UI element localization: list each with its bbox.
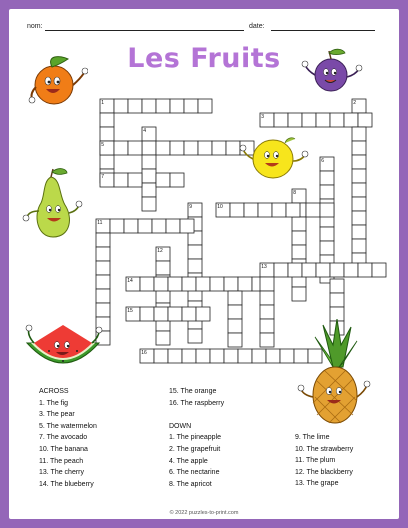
date-label: date: xyxy=(249,23,265,30)
clue-number: 6 xyxy=(321,158,324,165)
grid-cell[interactable] xyxy=(224,277,238,291)
grid-cell[interactable] xyxy=(352,169,366,183)
grid-cell[interactable] xyxy=(244,203,258,217)
grid-cell[interactable] xyxy=(154,277,168,291)
grid-cell[interactable] xyxy=(260,319,274,333)
grid-cell[interactable] xyxy=(320,203,334,217)
clue-across: 16. The raspberry xyxy=(169,399,225,407)
grid-cell[interactable] xyxy=(320,185,334,199)
grid-cell[interactable] xyxy=(358,113,372,127)
grid-cell[interactable] xyxy=(260,277,274,291)
grid-cell[interactable] xyxy=(142,99,156,113)
grid-cell[interactable] xyxy=(114,99,128,113)
grid-cell[interactable] xyxy=(154,307,168,321)
grid-cell[interactable] xyxy=(330,263,344,277)
clues-across-continued xyxy=(169,386,224,490)
clue-across: 5. The watermelon xyxy=(39,422,97,430)
grid-cell[interactable] xyxy=(344,113,358,127)
grid-cell[interactable] xyxy=(372,263,386,277)
grid-cell[interactable] xyxy=(188,245,202,259)
grid-cell[interactable] xyxy=(184,99,198,113)
grid-cell[interactable] xyxy=(266,349,280,363)
pineapple-icon xyxy=(293,319,373,429)
grid-cell[interactable] xyxy=(330,293,344,307)
grid-cell[interactable] xyxy=(182,277,196,291)
clue-down: 2. The grapefruit xyxy=(169,445,221,453)
grid-cell[interactable] xyxy=(230,203,244,217)
grid-cell[interactable] xyxy=(156,141,170,155)
plum-icon xyxy=(299,45,365,97)
grid-cell[interactable] xyxy=(196,349,210,363)
grid-cell[interactable] xyxy=(238,277,252,291)
clues-across xyxy=(39,386,97,490)
grid-cell[interactable] xyxy=(320,171,334,185)
grid-cell[interactable] xyxy=(198,99,212,113)
clue-number: 15 xyxy=(127,308,133,315)
across-heading: ACROSS xyxy=(39,388,69,395)
grid-cell[interactable] xyxy=(224,349,238,363)
clue-number: 14 xyxy=(127,278,133,285)
grid-cell[interactable] xyxy=(316,263,330,277)
grid-cell[interactable] xyxy=(344,263,358,277)
grid-cell[interactable] xyxy=(292,245,306,259)
grid-cell[interactable] xyxy=(142,141,156,155)
clue-down: 13. The grape xyxy=(295,480,339,488)
clue-number: 16 xyxy=(141,350,147,357)
grid-cell[interactable] xyxy=(238,349,252,363)
grid-cell[interactable] xyxy=(210,277,224,291)
grid-cell[interactable] xyxy=(184,141,198,155)
grid-cell[interactable] xyxy=(96,303,110,317)
orange-icon xyxy=(24,49,88,111)
grid-cell[interactable] xyxy=(198,141,212,155)
pear-icon xyxy=(19,167,85,243)
spacer xyxy=(169,409,224,421)
grid-cell[interactable] xyxy=(96,275,110,289)
grid-cell[interactable] xyxy=(100,155,114,169)
grid-cell[interactable] xyxy=(272,203,286,217)
grid-cell[interactable] xyxy=(168,277,182,291)
grid-cell[interactable] xyxy=(142,183,156,197)
grid-cell[interactable] xyxy=(138,219,152,233)
grid-cell[interactable] xyxy=(128,173,142,187)
grid-cell[interactable] xyxy=(182,349,196,363)
clue-across: 13. The cherry xyxy=(39,469,85,477)
grid-cell[interactable] xyxy=(292,231,306,245)
clue-number: 9 xyxy=(189,204,192,211)
clue-across: 15. The orange xyxy=(169,388,217,395)
down-heading: DOWN xyxy=(169,422,192,430)
grid-cell[interactable] xyxy=(100,113,114,127)
grid-cell[interactable] xyxy=(288,263,302,277)
grid-cell[interactable] xyxy=(128,141,142,155)
clue-across: 7. The avocado xyxy=(39,434,88,442)
grid-cell[interactable] xyxy=(96,261,110,275)
grid-cell[interactable] xyxy=(96,247,110,261)
grid-cell[interactable] xyxy=(352,239,366,253)
name-label: nom: xyxy=(27,23,43,30)
grid-cell[interactable] xyxy=(152,219,166,233)
clue-across: 14. The blueberry xyxy=(39,480,94,488)
grid-cell[interactable] xyxy=(156,261,170,275)
grid-cell[interactable] xyxy=(352,141,366,155)
grid-cell[interactable] xyxy=(228,291,242,305)
clue-number: 3 xyxy=(261,114,264,121)
grid-cell[interactable] xyxy=(260,291,274,305)
clue-number: 12 xyxy=(157,248,163,255)
grid-cell[interactable] xyxy=(352,211,366,225)
grid-cell[interactable] xyxy=(140,277,154,291)
grid-cell[interactable] xyxy=(352,183,366,197)
grid-cell[interactable] xyxy=(212,141,226,155)
grid-cell[interactable] xyxy=(154,349,168,363)
grid-cell[interactable] xyxy=(260,305,274,319)
clues-down-column-2 xyxy=(295,432,353,490)
clue-number: 11 xyxy=(97,220,103,227)
grid-cell[interactable] xyxy=(292,217,306,231)
grid-cell[interactable] xyxy=(302,263,316,277)
grid-cell[interactable] xyxy=(252,349,266,363)
grid-cell[interactable] xyxy=(352,127,366,141)
grid-cell[interactable] xyxy=(170,173,184,187)
grid-cell[interactable] xyxy=(320,227,334,241)
clue-down: 12. The blackberry xyxy=(295,468,353,476)
grid-cell[interactable] xyxy=(156,173,170,187)
clue-across: 1. The fig xyxy=(39,399,69,407)
grid-cell[interactable] xyxy=(156,99,170,113)
grid-cell[interactable] xyxy=(330,113,344,127)
clue-number: 5 xyxy=(101,142,104,149)
grid-cell[interactable] xyxy=(188,259,202,273)
clue-down: 4. The apple xyxy=(169,457,208,465)
grid-cell[interactable] xyxy=(292,287,306,301)
grid-cell[interactable] xyxy=(166,219,180,233)
grid-cell[interactable] xyxy=(196,277,210,291)
grid-cell[interactable] xyxy=(258,203,272,217)
grid-cell[interactable] xyxy=(286,203,300,217)
grid-cell[interactable] xyxy=(110,219,124,233)
grid-cell[interactable] xyxy=(228,319,242,333)
clue-across: 3. The pear xyxy=(39,411,75,419)
footer-credit: © 2022 puzzles-to-print.com xyxy=(169,510,239,516)
grid-cell[interactable] xyxy=(306,203,320,217)
grid-cell[interactable] xyxy=(114,141,128,155)
grid-cell[interactable] xyxy=(210,349,224,363)
grid-cell[interactable] xyxy=(170,141,184,155)
worksheet xyxy=(9,9,399,519)
grid-cell[interactable] xyxy=(316,113,330,127)
clue-down: 11. The plum xyxy=(295,457,336,465)
grid-cell[interactable] xyxy=(100,127,114,141)
grid-cell[interactable] xyxy=(320,241,334,255)
grid-cell[interactable] xyxy=(358,263,372,277)
grid-cell[interactable] xyxy=(142,169,156,183)
clue-number: 13 xyxy=(261,264,267,271)
grid-cell[interactable] xyxy=(168,307,182,321)
grid-cell[interactable] xyxy=(128,99,142,113)
clue-down: 8. The apricot xyxy=(169,480,212,488)
grid-cell[interactable] xyxy=(352,225,366,239)
grid-cell[interactable] xyxy=(140,307,154,321)
grid-cell[interactable] xyxy=(182,307,196,321)
clue-down: 1. The pineapple xyxy=(169,434,222,442)
clue-number: 1 xyxy=(101,100,104,107)
watermelon-icon xyxy=(23,321,103,381)
grid-cell[interactable] xyxy=(274,263,288,277)
clue-number: 4 xyxy=(143,128,146,135)
grid-cell[interactable] xyxy=(352,155,366,169)
grid-cell[interactable] xyxy=(170,99,184,113)
lemon-icon xyxy=(235,125,309,189)
grid-cell[interactable] xyxy=(96,233,110,247)
grid-cell[interactable] xyxy=(142,155,156,169)
clue-number: 7 xyxy=(101,174,104,181)
grid-cell[interactable] xyxy=(196,307,210,321)
clue-down: 6. The nectarine xyxy=(169,469,220,477)
grid-cell[interactable] xyxy=(124,219,138,233)
page-title: Les Fruits xyxy=(127,43,281,74)
grid-cell[interactable] xyxy=(352,197,366,211)
clue-across: 11. The peach xyxy=(39,457,84,465)
grid-cell[interactable] xyxy=(142,197,156,211)
grid-cell[interactable] xyxy=(168,349,182,363)
clue-number: 10 xyxy=(217,204,223,211)
grid-cell[interactable] xyxy=(228,333,242,347)
clue-number: 2 xyxy=(353,100,356,107)
grid-cell[interactable] xyxy=(260,333,274,347)
grid-cell[interactable] xyxy=(156,331,170,345)
grid-cell[interactable] xyxy=(330,279,344,293)
clue-across: 10. The banana xyxy=(39,445,88,453)
grid-cell[interactable] xyxy=(280,349,294,363)
grid-cell[interactable] xyxy=(114,173,128,187)
grid-cell[interactable] xyxy=(228,305,242,319)
clue-number: 8 xyxy=(293,190,296,197)
grid-cell[interactable] xyxy=(188,329,202,343)
clue-down: 10. The strawberry xyxy=(295,445,354,453)
grid-cell[interactable] xyxy=(180,219,194,233)
clue-down: 9. The lime xyxy=(295,434,330,441)
grid-cell[interactable] xyxy=(96,289,110,303)
